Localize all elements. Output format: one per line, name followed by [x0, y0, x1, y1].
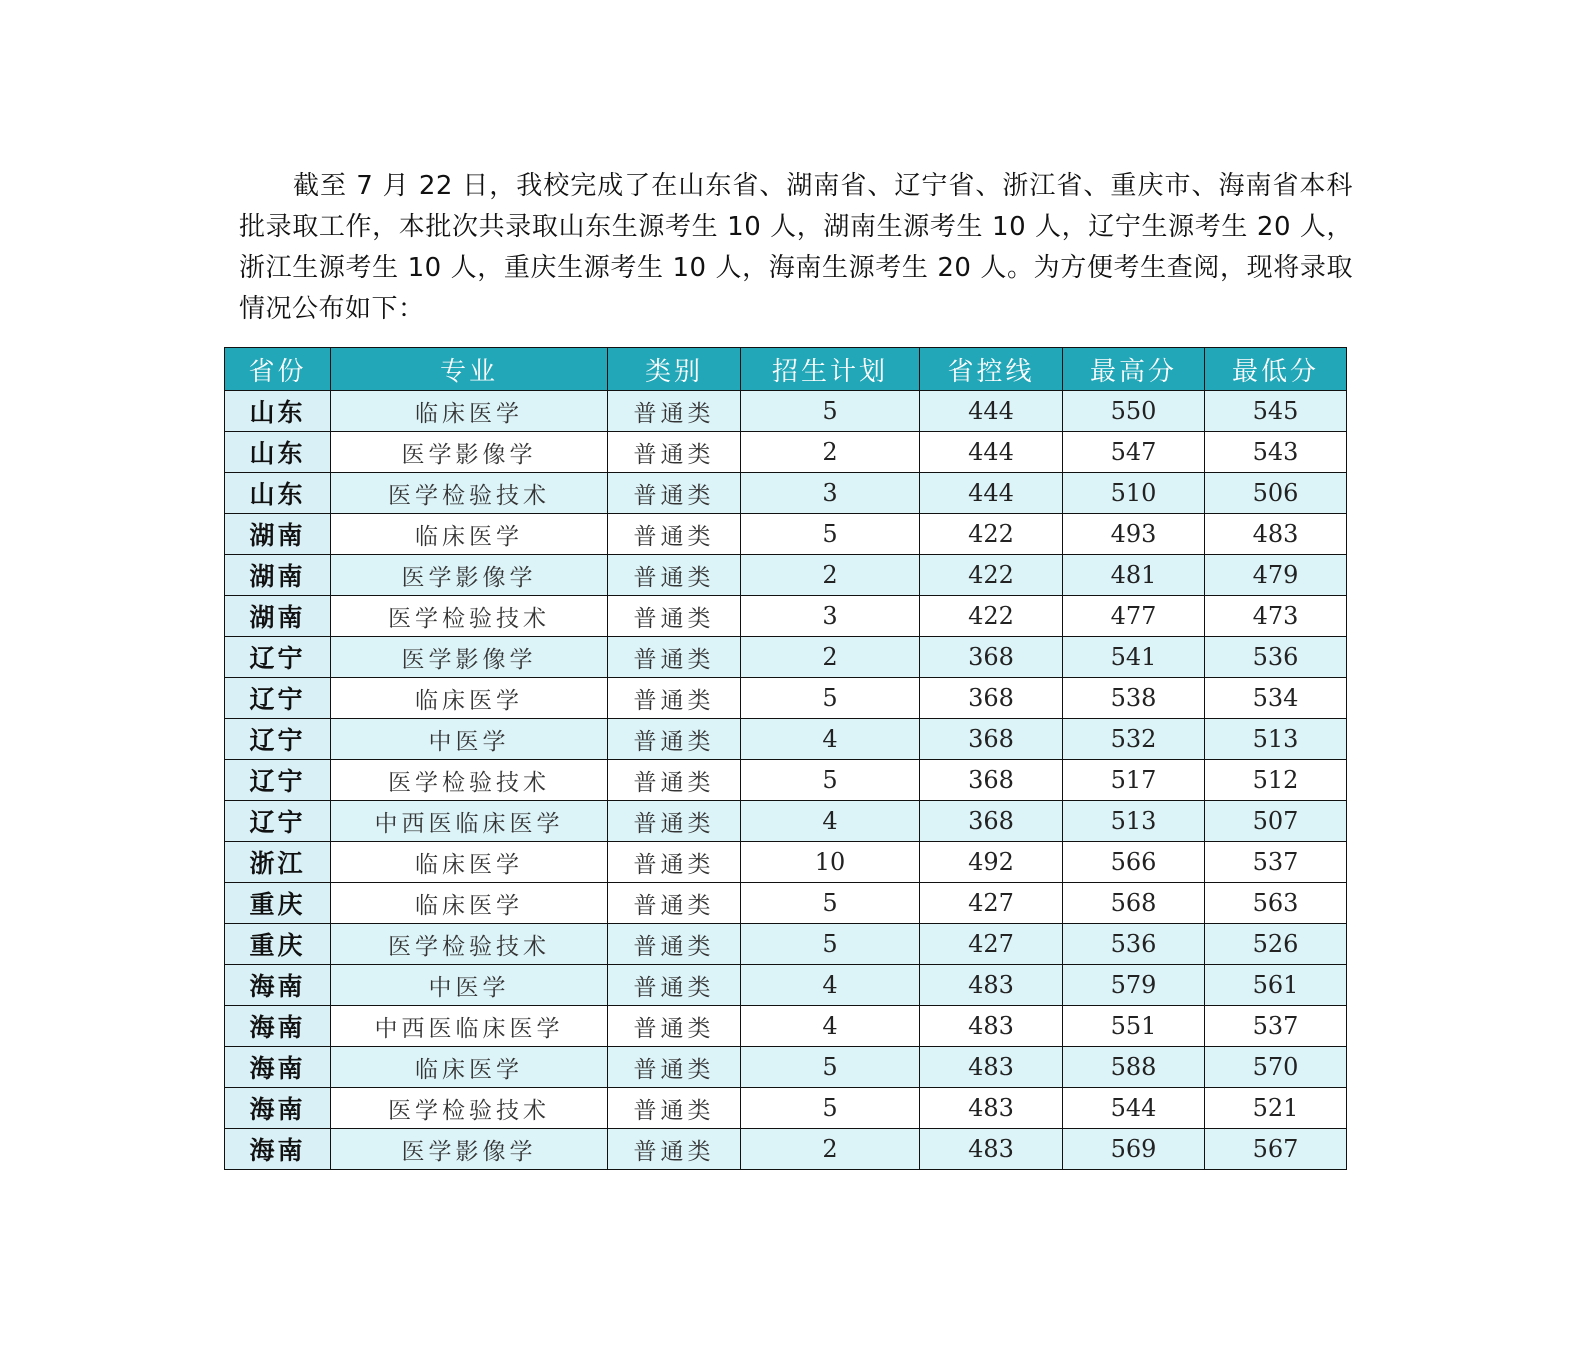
cell-control-line: 427 — [920, 924, 1063, 965]
cell-province: 辽宁 — [225, 678, 331, 719]
table-row — [225, 760, 1347, 801]
cell-plan: 2 — [741, 432, 920, 473]
cell-min-score: 506 — [1205, 473, 1347, 514]
cell-control-line: 368 — [920, 719, 1063, 760]
cell-province: 重庆 — [225, 924, 331, 965]
cell-major: 医学影像学 — [331, 637, 608, 678]
cell-max-score: 566 — [1063, 842, 1205, 883]
cell-province: 海南 — [225, 965, 331, 1006]
cell-province: 辽宁 — [225, 637, 331, 678]
cell-min-score: 537 — [1205, 842, 1347, 883]
cell-plan: 5 — [741, 678, 920, 719]
cell-control-line: 422 — [920, 596, 1063, 637]
cell-plan: 5 — [741, 760, 920, 801]
table-row — [225, 965, 1347, 1006]
cell-control-line: 444 — [920, 391, 1063, 432]
cell-major: 临床医学 — [331, 842, 608, 883]
cell-plan: 4 — [741, 801, 920, 842]
cell-category: 普通类 — [608, 760, 741, 801]
table-row — [225, 473, 1347, 514]
cell-category: 普通类 — [608, 432, 741, 473]
cell-control-line: 368 — [920, 678, 1063, 719]
cell-province: 湖南 — [225, 555, 331, 596]
cell-category: 普通类 — [608, 883, 741, 924]
cell-province: 山东 — [225, 473, 331, 514]
cell-min-score: 543 — [1205, 432, 1347, 473]
table-row — [225, 883, 1347, 924]
cell-max-score: 550 — [1063, 391, 1205, 432]
cell-category: 普通类 — [608, 596, 741, 637]
cell-max-score: 547 — [1063, 432, 1205, 473]
cell-min-score: 473 — [1205, 596, 1347, 637]
cell-min-score: 537 — [1205, 1006, 1347, 1047]
cell-min-score: 534 — [1205, 678, 1347, 719]
table-row — [225, 719, 1347, 760]
cell-major: 临床医学 — [331, 678, 608, 719]
cell-max-score: 513 — [1063, 801, 1205, 842]
cell-category: 普通类 — [608, 719, 741, 760]
cell-province: 辽宁 — [225, 801, 331, 842]
cell-plan: 5 — [741, 883, 920, 924]
cell-control-line: 422 — [920, 514, 1063, 555]
admission-table — [224, 347, 1347, 1170]
cell-max-score: 538 — [1063, 678, 1205, 719]
table-row — [225, 924, 1347, 965]
cell-category: 普通类 — [608, 514, 741, 555]
header-max-score: 最高分 — [1063, 348, 1205, 391]
cell-major: 医学检验技术 — [331, 760, 608, 801]
cell-province: 重庆 — [225, 883, 331, 924]
cell-max-score: 481 — [1063, 555, 1205, 596]
header-plan: 招生计划 — [741, 348, 920, 391]
cell-min-score: 545 — [1205, 391, 1347, 432]
cell-province: 湖南 — [225, 514, 331, 555]
cell-min-score: 563 — [1205, 883, 1347, 924]
cell-max-score: 477 — [1063, 596, 1205, 637]
cell-category: 普通类 — [608, 965, 741, 1006]
cell-control-line: 483 — [920, 965, 1063, 1006]
cell-plan: 2 — [741, 637, 920, 678]
cell-min-score: 570 — [1205, 1047, 1347, 1088]
table-row — [225, 555, 1347, 596]
cell-plan: 2 — [741, 555, 920, 596]
cell-major: 临床医学 — [331, 391, 608, 432]
cell-plan: 5 — [741, 391, 920, 432]
cell-category: 普通类 — [608, 473, 741, 514]
cell-max-score: 551 — [1063, 1006, 1205, 1047]
cell-control-line: 483 — [920, 1088, 1063, 1129]
cell-category: 普通类 — [608, 1006, 741, 1047]
header-category: 类别 — [608, 348, 741, 391]
cell-major: 医学影像学 — [331, 555, 608, 596]
cell-max-score: 541 — [1063, 637, 1205, 678]
cell-min-score: 507 — [1205, 801, 1347, 842]
table-row — [225, 1088, 1347, 1129]
cell-plan: 5 — [741, 1088, 920, 1129]
cell-max-score: 579 — [1063, 965, 1205, 1006]
cell-control-line: 483 — [920, 1006, 1063, 1047]
cell-category: 普通类 — [608, 1129, 741, 1170]
cell-major: 医学检验技术 — [331, 596, 608, 637]
table-row — [225, 432, 1347, 473]
cell-max-score: 532 — [1063, 719, 1205, 760]
cell-max-score: 517 — [1063, 760, 1205, 801]
cell-plan: 10 — [741, 842, 920, 883]
cell-min-score: 512 — [1205, 760, 1347, 801]
cell-control-line: 422 — [920, 555, 1063, 596]
cell-major: 临床医学 — [331, 1047, 608, 1088]
cell-plan: 3 — [741, 473, 920, 514]
cell-plan: 5 — [741, 924, 920, 965]
cell-category: 普通类 — [608, 637, 741, 678]
cell-category: 普通类 — [608, 555, 741, 596]
cell-control-line: 492 — [920, 842, 1063, 883]
header-min-score: 最低分 — [1205, 348, 1347, 391]
cell-control-line: 483 — [920, 1129, 1063, 1170]
header-major: 专业 — [331, 348, 608, 391]
cell-control-line: 368 — [920, 760, 1063, 801]
cell-major: 中西医临床医学 — [331, 1006, 608, 1047]
cell-control-line: 444 — [920, 473, 1063, 514]
cell-min-score: 526 — [1205, 924, 1347, 965]
cell-control-line: 483 — [920, 1047, 1063, 1088]
table-row — [225, 514, 1347, 555]
table-row — [225, 801, 1347, 842]
cell-max-score: 588 — [1063, 1047, 1205, 1088]
cell-category: 普通类 — [608, 924, 741, 965]
header-province: 省份 — [225, 348, 331, 391]
cell-max-score: 493 — [1063, 514, 1205, 555]
cell-major: 临床医学 — [331, 514, 608, 555]
cell-category: 普通类 — [608, 1088, 741, 1129]
cell-major: 中西医临床医学 — [331, 801, 608, 842]
cell-max-score: 510 — [1063, 473, 1205, 514]
cell-category: 普通类 — [608, 842, 741, 883]
table-row — [225, 637, 1347, 678]
cell-category: 普通类 — [608, 801, 741, 842]
cell-min-score: 513 — [1205, 719, 1347, 760]
cell-category: 普通类 — [608, 1047, 741, 1088]
cell-plan: 3 — [741, 596, 920, 637]
cell-major: 医学检验技术 — [331, 473, 608, 514]
cell-control-line: 427 — [920, 883, 1063, 924]
cell-province: 海南 — [225, 1047, 331, 1088]
cell-province: 山东 — [225, 432, 331, 473]
table-row — [225, 1129, 1347, 1170]
table-header-row — [225, 348, 1347, 391]
table-row — [225, 1006, 1347, 1047]
cell-min-score: 479 — [1205, 555, 1347, 596]
cell-min-score: 483 — [1205, 514, 1347, 555]
cell-control-line: 444 — [920, 432, 1063, 473]
table-row — [225, 596, 1347, 637]
cell-province: 浙江 — [225, 842, 331, 883]
table-row — [225, 1047, 1347, 1088]
cell-major: 中医学 — [331, 719, 608, 760]
cell-major: 中医学 — [331, 965, 608, 1006]
cell-control-line: 368 — [920, 637, 1063, 678]
table-row — [225, 842, 1347, 883]
table-row — [225, 678, 1347, 719]
cell-province: 海南 — [225, 1129, 331, 1170]
cell-control-line: 368 — [920, 801, 1063, 842]
cell-plan: 2 — [741, 1129, 920, 1170]
cell-plan: 4 — [741, 965, 920, 1006]
cell-province: 辽宁 — [225, 719, 331, 760]
cell-max-score: 536 — [1063, 924, 1205, 965]
cell-plan: 4 — [741, 1006, 920, 1047]
cell-category: 普通类 — [608, 678, 741, 719]
table-body — [225, 391, 1347, 1170]
cell-major: 医学检验技术 — [331, 924, 608, 965]
cell-plan: 5 — [741, 514, 920, 555]
cell-min-score: 561 — [1205, 965, 1347, 1006]
cell-min-score: 536 — [1205, 637, 1347, 678]
cell-plan: 4 — [741, 719, 920, 760]
cell-major: 医学影像学 — [331, 1129, 608, 1170]
cell-major: 医学检验技术 — [331, 1088, 608, 1129]
cell-max-score: 544 — [1063, 1088, 1205, 1129]
header-control-line: 省控线 — [920, 348, 1063, 391]
cell-min-score: 567 — [1205, 1129, 1347, 1170]
cell-province: 山东 — [225, 391, 331, 432]
intro-paragraph: 截至 7 月 22 日，我校完成了在山东省、湖南省、辽宁省、浙江省、重庆市、海南省本科批录取工作，本批次共录取山东生源考生 10 人，湖南生源考生 10 人，辽宁生源考生 20 人，浙江生源考生 10 人，重庆生源考生 10 人，海南生源考生 20 人。为方便考生查阅，现将录取情况公布如下： — [239, 171, 1353, 324]
cell-max-score: 569 — [1063, 1129, 1205, 1170]
cell-plan: 5 — [741, 1047, 920, 1088]
cell-min-score: 521 — [1205, 1088, 1347, 1129]
cell-category: 普通类 — [608, 391, 741, 432]
cell-province: 海南 — [225, 1006, 331, 1047]
cell-province: 海南 — [225, 1088, 331, 1129]
cell-max-score: 568 — [1063, 883, 1205, 924]
table-row — [225, 391, 1347, 432]
cell-province: 湖南 — [225, 596, 331, 637]
cell-major: 临床医学 — [331, 883, 608, 924]
cell-major: 医学影像学 — [331, 432, 608, 473]
cell-province: 辽宁 — [225, 760, 331, 801]
